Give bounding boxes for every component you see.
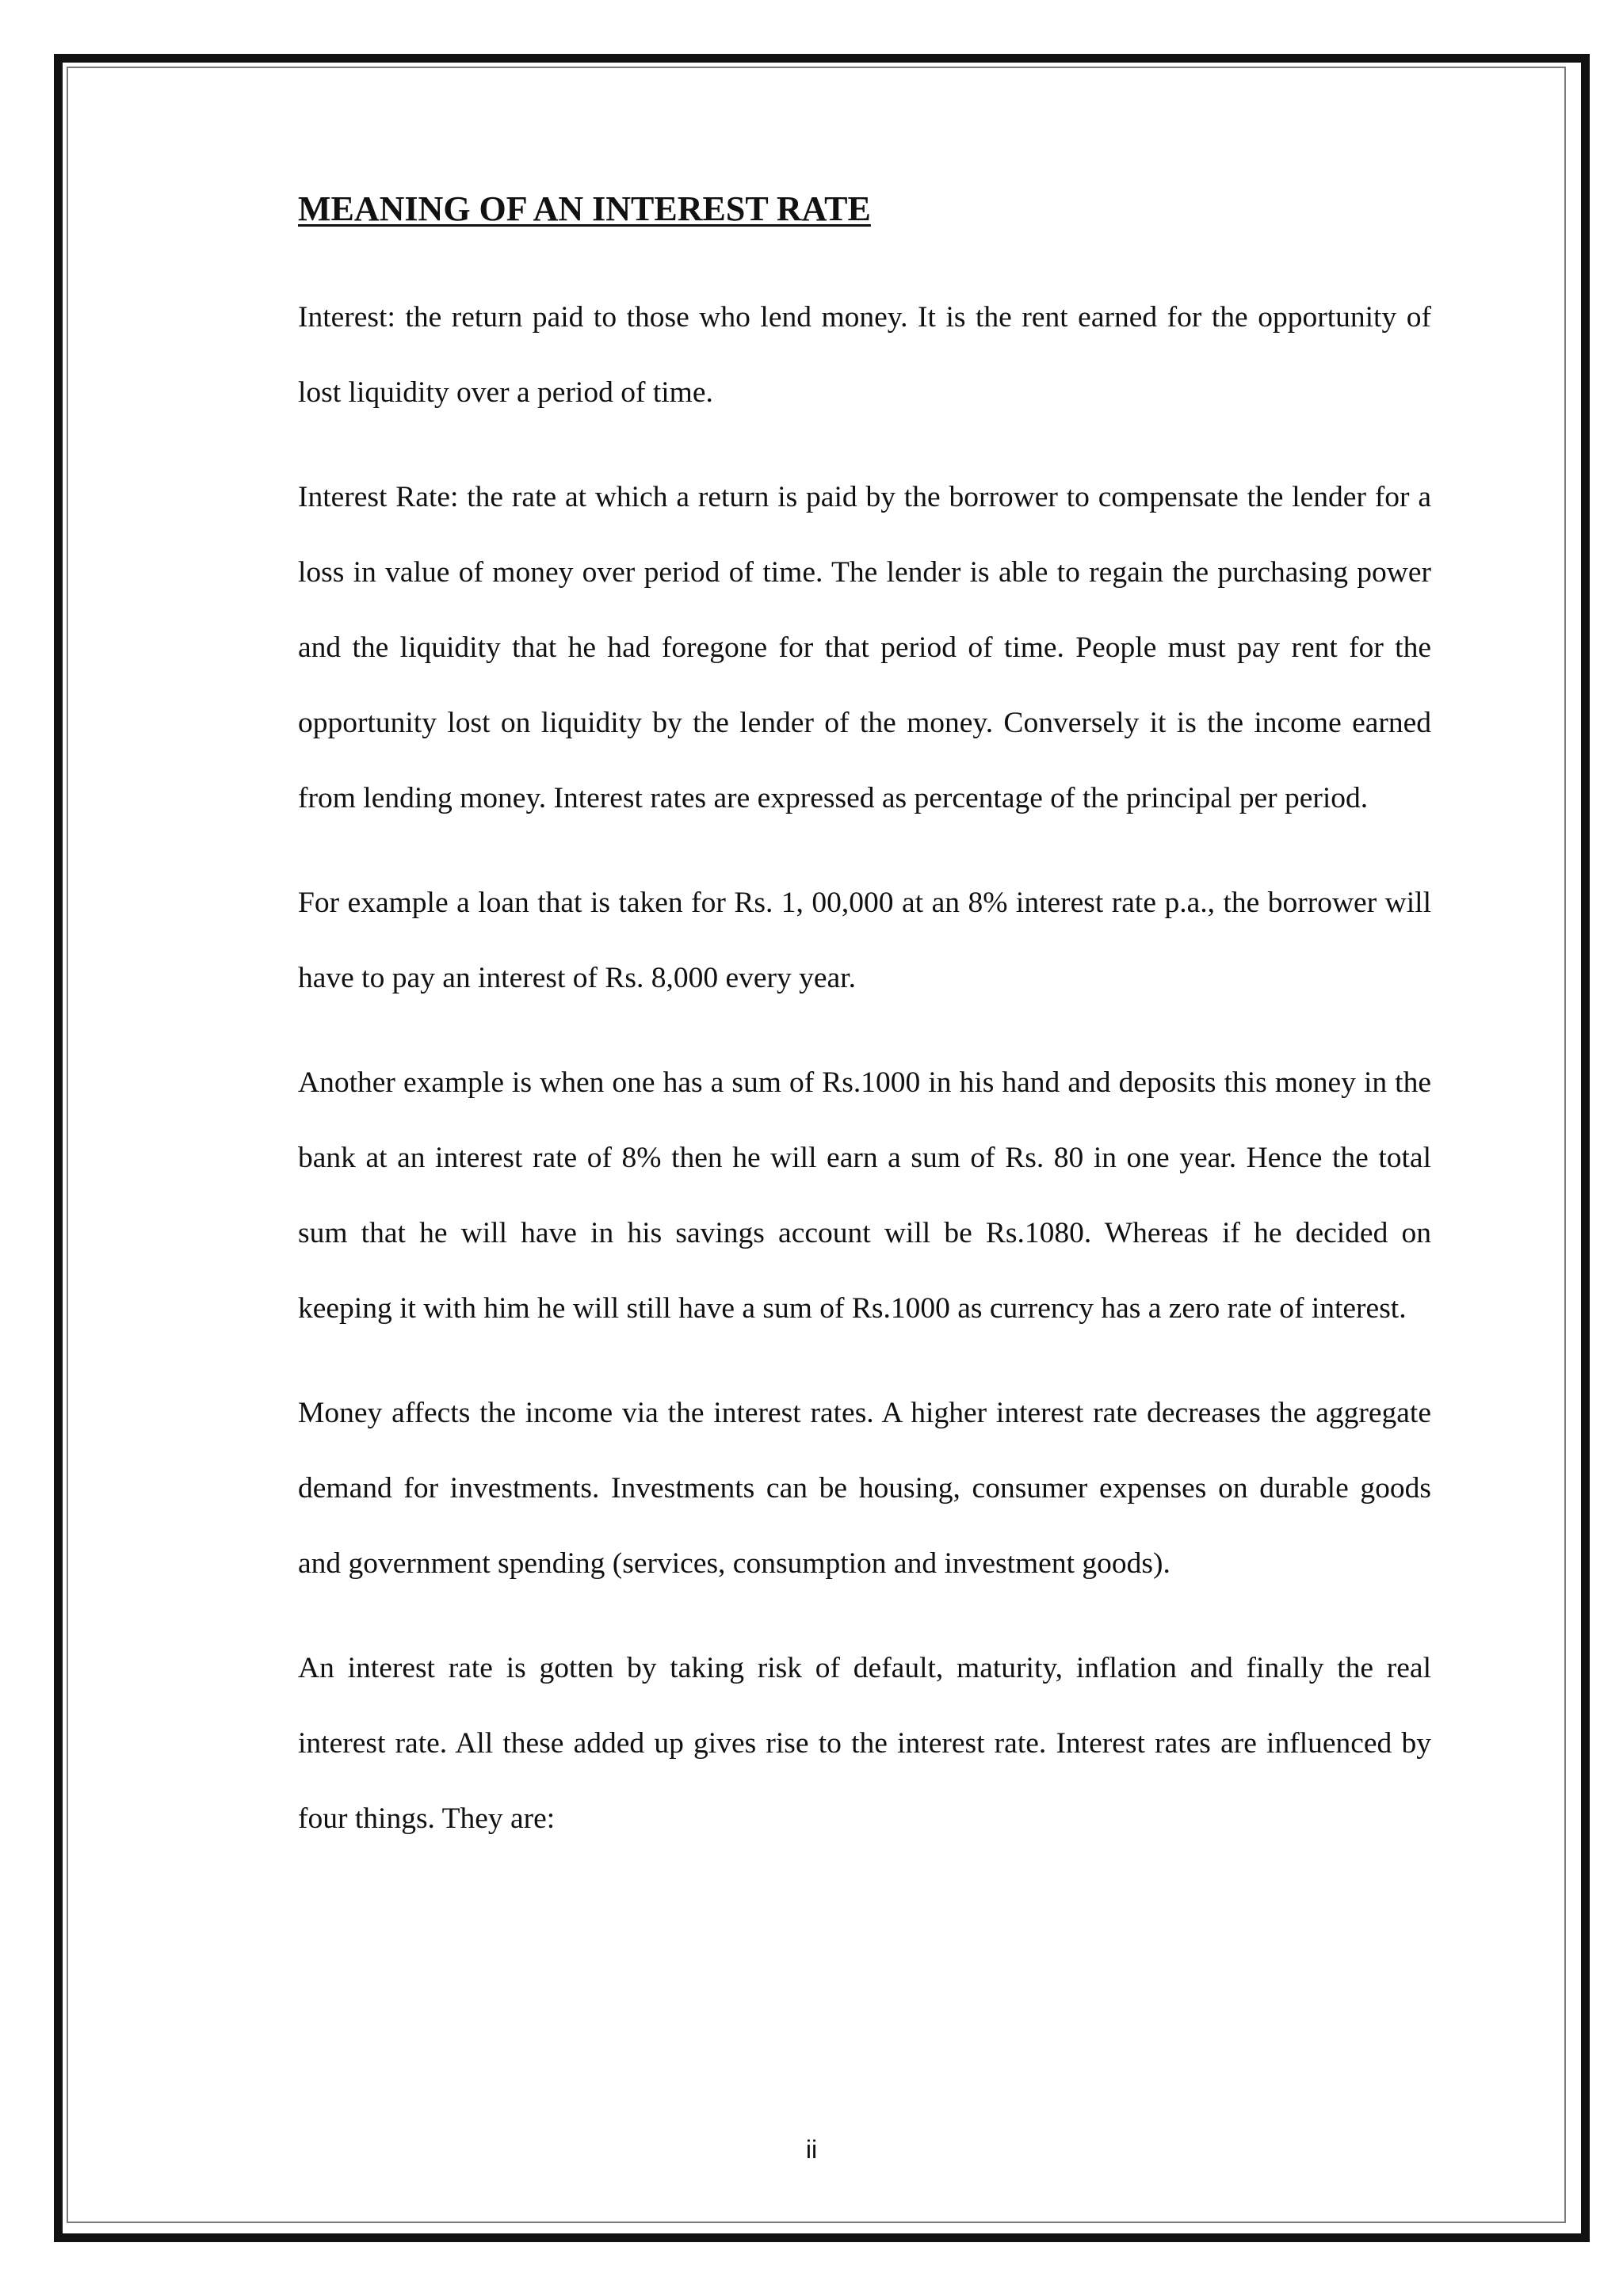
page-content [298,189,1431,1886]
paragraph-interest-definition: Interest: the return paid to those who lend money. It is the rent earned for the opportunity of lost liquidity over a period of time. [298,300,1431,409]
page-number: ii [805,2135,818,2164]
paragraph-deposit-example: Another example is when one has a sum of Rs.1000 in his hand and deposits this money in the bank at an interest rate of 8% then he will earn a sum of Rs. 80 in one year. Hence the total sum that he will have in his savings account will be Rs.1080. Whereas if he decided on keeping it with him he will still have a sum of Rs.1000 as currency has a zero rate of interest. [298,1066,1431,1325]
paragraph-interest-components: An interest rate is gotten by taking risk of default, maturity, inflation and finally the real interest rate. All these added up gives rise to the interest rate. Interest rates are influenced by four things. They are: [298,1651,1431,1835]
page-title: MEANING OF AN INTEREST RATE [298,189,871,228]
paragraph-interest-rate-definition: Interest Rate: the rate at which a return is paid by the borrower to compensate the lender for a loss in value of money over period of time. The lender is able to regain the purchasing power and the liquidity that he had foregone for that period of time. People must pay rent for the opportunity lost on liquidity by the lender of the money. Conversely it is the income earned from lending money. Interest rates are expressed as percentage of the principal per period. [298,480,1431,814]
paragraph-money-income: Money affects the income via the interest rates. A higher interest rate decreases the aggregate demand for investments. Investments can be housing, consumer expenses on durable goods and government spending (services, consumption and investment goods). [298,1396,1431,1580]
paragraph-loan-example: For example a loan that is taken for Rs. 1, 00,000 at an 8% interest rate p.a., the borrower will have to pay an interest of Rs. 8,000 every year. [298,886,1431,994]
